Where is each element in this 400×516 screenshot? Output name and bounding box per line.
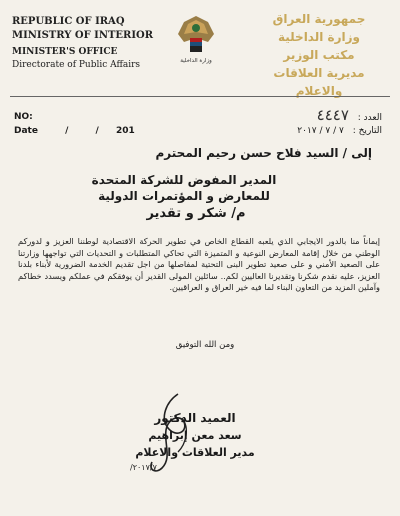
ref-date-label-ar: التاريخ : bbox=[352, 126, 382, 136]
ref-number-ar bbox=[317, 106, 382, 124]
ref-number-en bbox=[14, 112, 33, 122]
letterhead-ar-ministry: وزارة الداخلية bbox=[277, 30, 361, 44]
letterhead-directorate: Directorate of Public Affairs bbox=[12, 60, 141, 70]
ref-date-slash-2: / bbox=[95, 126, 99, 136]
signatory-date: ٢٠١٧/٧/ bbox=[130, 463, 157, 472]
addressee: إلى / السيد فلاح حسن رحيم المحترم bbox=[155, 146, 372, 160]
letterhead-country: REPUBLIC OF IRAQ bbox=[12, 16, 125, 27]
ministry-emblem-icon bbox=[170, 12, 222, 72]
letterhead-arabic bbox=[254, 10, 384, 100]
ref-date-value-ar: ٧ / ٧ / ٢٠١٧ bbox=[297, 126, 344, 136]
letterhead-ar-office: مكتب الوزير bbox=[283, 48, 355, 62]
signatory-position: مدير العلاقات والاعلام bbox=[135, 446, 255, 459]
header-divider bbox=[10, 96, 390, 97]
letterhead-ar-country: جمهورية العراق bbox=[272, 12, 366, 26]
ref-date-slash-1: / bbox=[65, 126, 69, 136]
ref-date-label-en: Date bbox=[14, 126, 38, 136]
emblem-caption: وزارة الداخلية bbox=[180, 58, 212, 64]
ref-date-en bbox=[14, 126, 135, 136]
letter-body: إيماناً منا بالدور الايجابي الذي يلعبه القطاع الخاص في تطوير الحركة الاقتصادية لوطننا العزيز و لدوركم الوطني من خلال إقامة المعارض النوعية و المتميزة التي تحاكي المتطلبات و التحديات التي تواجهها وزارتنا على الصعيد الأمني و على صعيد تطوير البنى التحتية لمفاصلها من اجل تقديم الخدمة الضرورية لأبناء بلدنا العزيز، عليه نقدم شكرنا وتقديرنا العاليين لكم.. سائلين المولى القدير أن يوفقكم في عملكم ويسدد خطاكم وآملين المزيد من التعاون البناء لما فيه خير العراق و العراقيين. bbox=[18, 236, 380, 292]
addressee-title-line-2: للمعارض و المؤتمرات الدولية bbox=[98, 189, 270, 203]
ref-number-value-ar: ٤٤٤٧ bbox=[316, 106, 349, 124]
letterhead-office: MINISTER'S OFFICE bbox=[12, 47, 118, 57]
addressee-title bbox=[84, 172, 284, 204]
signatory-block bbox=[100, 410, 290, 472]
ref-date-ar bbox=[297, 126, 382, 136]
ref-number-label-en: NO: bbox=[14, 112, 33, 122]
addressee-title-line-1: المدير المفوض للشركة المتحدة bbox=[91, 173, 277, 187]
signatory-name: سعد معن إبراهيم bbox=[148, 429, 242, 442]
letterhead-ministry: MINISTRY OF INTERIOR bbox=[12, 30, 154, 41]
letter-closing: ومن الله التوفيق bbox=[175, 340, 235, 350]
signatory-rank: العميد الدكتور bbox=[154, 411, 236, 425]
letter-subject: م/ شكر و تقدير bbox=[146, 206, 246, 221]
ref-date-year-en: 201 bbox=[115, 126, 135, 136]
letterhead-english bbox=[12, 16, 162, 70]
letterhead-ar-directorate: مديرية العلاقات والاعلام bbox=[273, 66, 365, 98]
ref-number-label-ar: العدد : bbox=[357, 113, 382, 123]
